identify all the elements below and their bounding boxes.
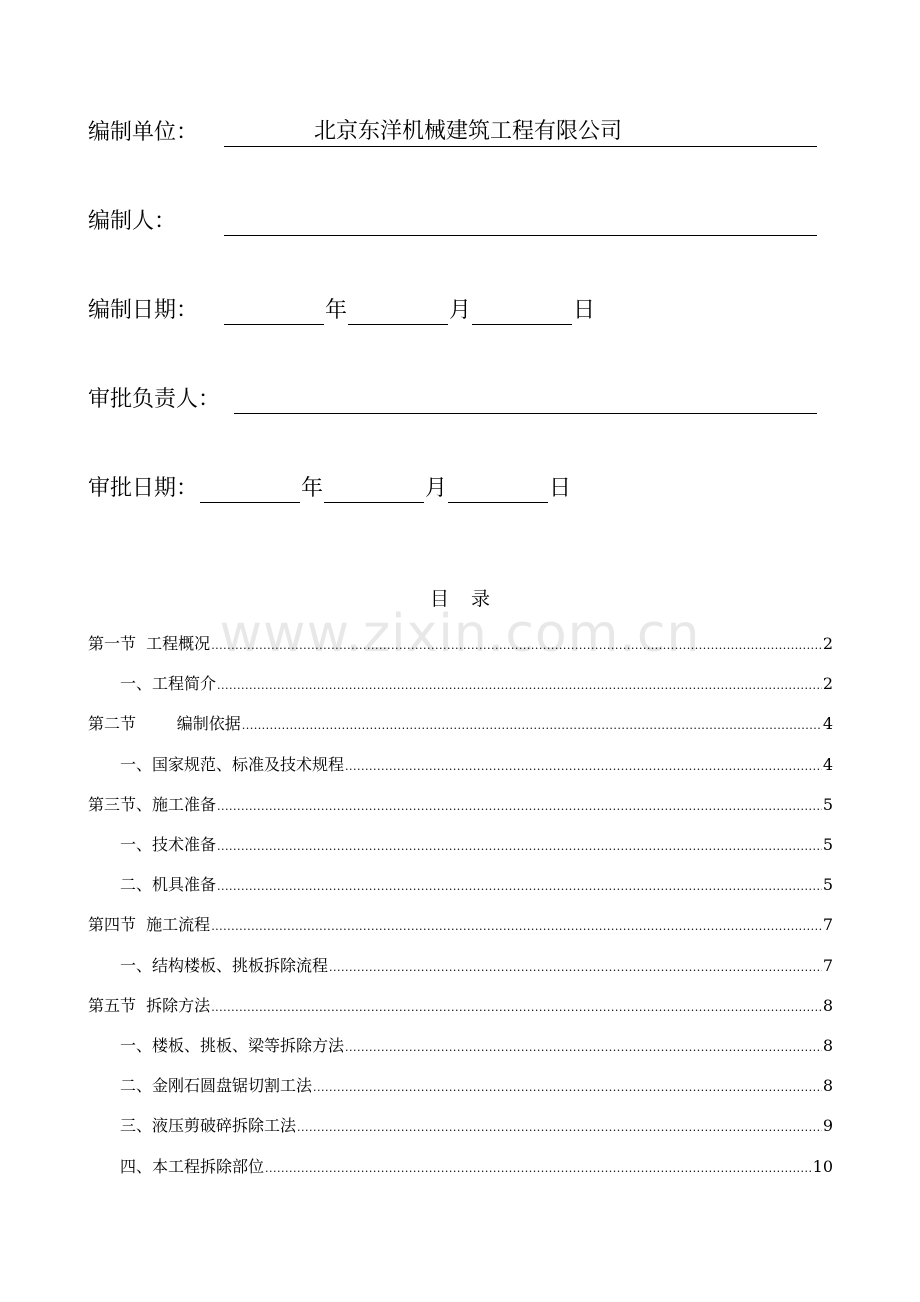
form-approver-row [88, 385, 817, 414]
form-prep-date-row [88, 296, 596, 325]
toc-entry-title: 第四节 施工流程 [88, 915, 211, 934]
toc-entry-page: 5 [822, 795, 833, 814]
toc-entry-page: 5 [822, 835, 833, 854]
toc-entry[interactable] [120, 1116, 833, 1138]
toc-entry-title: 一、技术准备 [120, 835, 217, 854]
toc-leader-dots [217, 676, 822, 696]
toc-leader-dots [329, 958, 822, 978]
toc-entry-page: 8 [822, 996, 833, 1015]
toc-entry-title: 一、楼板、挑板、梁等拆除方法 [120, 1036, 345, 1055]
approve-date-month-unit: 月 [425, 476, 448, 501]
toc-leader-dots [265, 1159, 812, 1179]
toc-entry-page: 8 [822, 1076, 833, 1095]
toc-entry-title: 第二节 编制依据 [88, 714, 241, 733]
toc-entry[interactable] [120, 1157, 833, 1179]
toc-leader-dots [211, 636, 822, 656]
unit-field [224, 118, 817, 147]
toc-entry-page: 7 [822, 956, 833, 975]
prep-date-year-unit: 年 [325, 298, 348, 323]
toc-entry[interactable] [120, 835, 833, 857]
toc-entry-title: 三、液压剪破碎拆除工法 [120, 1116, 297, 1135]
toc-leader-dots [217, 877, 822, 897]
toc-leader-dots [345, 757, 822, 777]
approve-date-month-field [324, 474, 424, 503]
toc-entry-page: 9 [822, 1116, 833, 1135]
toc-entry-title: 一、结构楼板、挑板拆除流程 [120, 956, 329, 975]
toc-entry[interactable] [88, 634, 833, 656]
toc-entry-title: 一、国家规范、标准及技术规程 [120, 755, 345, 774]
prep-date-day-unit: 日 [573, 298, 596, 323]
prep-date-month-unit: 月 [449, 298, 472, 323]
preparer-label: 编制人： [88, 209, 177, 234]
toc-entry-page: 2 [822, 674, 833, 693]
approve-date-year-unit: 年 [301, 476, 324, 501]
toc-entry-page: 5 [822, 875, 833, 894]
prep-date-year-field [224, 296, 324, 325]
toc-entry[interactable] [88, 996, 833, 1018]
form-preparer-row [88, 207, 817, 236]
toc-entry-page: 4 [822, 714, 833, 733]
toc-leader-dots [297, 1118, 822, 1138]
watermark: www.zixin.com.cn [219, 604, 701, 664]
toc-entry-page: 10 [812, 1157, 833, 1176]
preparer-field [224, 207, 817, 236]
approve-date-day-field [448, 474, 548, 503]
toc-entry[interactable] [88, 795, 833, 817]
toc-entry[interactable] [120, 1036, 833, 1058]
approve-date-day-unit: 日 [549, 476, 572, 501]
toc-leader-dots [211, 998, 822, 1018]
toc-entry[interactable] [120, 875, 833, 897]
toc-entry-page: 4 [822, 755, 833, 774]
toc-entry[interactable] [88, 915, 833, 937]
toc-entry-title: 第五节 拆除方法 [88, 996, 211, 1015]
toc-entry-page: 2 [822, 634, 833, 653]
prep-date-day-field [472, 296, 572, 325]
toc-entry-title: 二、金刚石圆盘锯切割工法 [120, 1076, 313, 1095]
form-unit-row [88, 118, 817, 147]
toc-entry-title: 一、工程简介 [120, 674, 217, 693]
toc-entry-title: 第三节、施工准备 [88, 795, 217, 814]
toc-entry-page: 8 [822, 1036, 833, 1055]
toc-leader-dots [345, 1038, 822, 1058]
toc-leader-dots [211, 917, 822, 937]
toc-entry-title: 第一节 工程概况 [88, 634, 211, 653]
approve-date-year-field [200, 474, 300, 503]
toc-entry-page: 7 [822, 915, 833, 934]
approve-date-label: 审批日期： [88, 476, 199, 501]
prep-date-month-field [348, 296, 448, 325]
approver-field [234, 385, 817, 414]
toc-entry[interactable] [120, 1076, 833, 1098]
form-approve-date-row [88, 474, 572, 503]
toc-leader-dots [242, 716, 822, 736]
toc-entry-title: 四、本工程拆除部位 [120, 1157, 265, 1176]
unit-label: 编制单位： [88, 120, 199, 145]
toc-leader-dots [313, 1078, 822, 1098]
approver-label: 审批负责人： [88, 387, 221, 412]
toc-entry[interactable] [120, 956, 833, 978]
toc-entry-title: 二、机具准备 [120, 875, 217, 894]
unit-value: 北京东洋机械建筑工程有限公司 [314, 119, 623, 144]
toc-leader-dots [217, 797, 822, 817]
toc-title: 目录 [429, 588, 512, 610]
prep-date-label: 编制日期： [88, 298, 199, 323]
toc-entry[interactable] [120, 755, 833, 777]
toc-entry[interactable] [88, 714, 833, 736]
toc-entry[interactable] [120, 674, 833, 696]
toc-leader-dots [217, 837, 822, 857]
